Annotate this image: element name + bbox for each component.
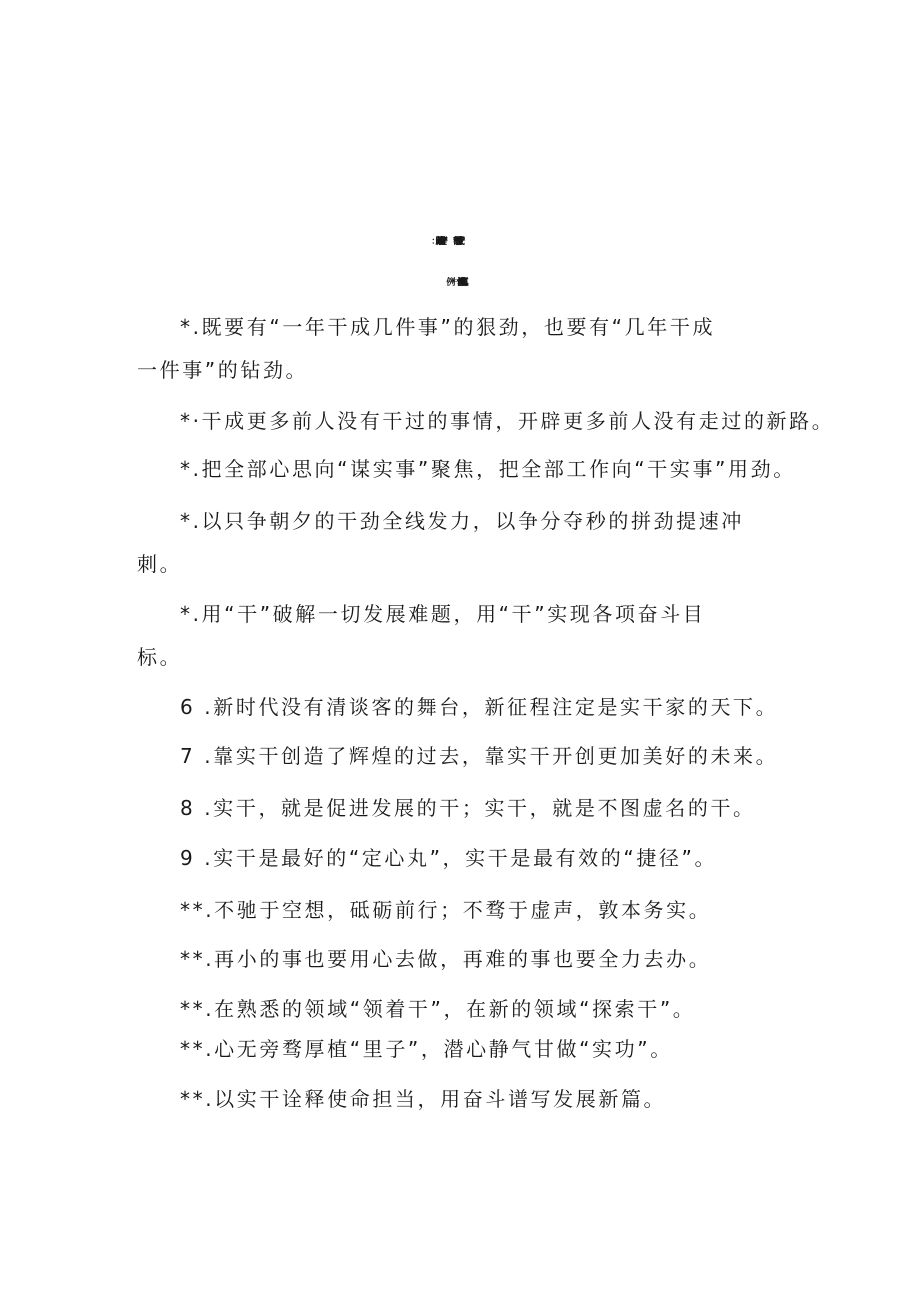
paragraph-line: *.把全部心思向“谋实事”聚焦，把全部工作向“干实事”用劲。 [180, 457, 796, 481]
document-title-line-2 [0, 263, 920, 303]
paragraph-line: 标。 [137, 645, 183, 669]
paragraph-line: **.以实干诠释使命担当，用奋斗谱写发展新篇。 [180, 1087, 667, 1111]
paragraph-line: **.再小的事也要用心去做，再难的事也要全力去办。 [180, 947, 712, 971]
paragraph-line: 9 .实干是最好的“定心丸”，实干是最有效的“捷径”。 [180, 846, 718, 870]
paragraph-line: 6 .新时代没有清谈客的舞台，新征程注定是实干家的天下。 [180, 695, 779, 719]
document-title-line-1 [0, 222, 920, 262]
paragraph-line: 7 .靠实干创造了辉煌的过去，靠实干开创更加美好的未来。 [180, 744, 779, 768]
paragraph-line: 8 .实干，就是促进发展的干；实干，就是不图虚名的干。 [180, 796, 756, 820]
paragraph-line: *.以只争朝夕的干劲全线发力，以争分夺秒的拼劲提速冲 [180, 509, 744, 533]
paragraph-line: *.既要有“一年干成几件事”的狠劲，也要有“几年干成 [180, 315, 716, 339]
paragraph-line: *.用“干”破解一切发展难题，用“干”实现各项奋斗目 [180, 602, 706, 626]
paragraph-line: **.在熟悉的领域“领着干”，在新的领域“探索干”。 [180, 997, 696, 1021]
paragraph-line: **.心无旁骛厚植“里子”，潜心静气甘做“实功”。 [180, 1037, 673, 1061]
paragraph-line: 一件事”的钻劲。 [137, 358, 309, 382]
paragraph-line: **.不驰于空想，砥砺前行；不骛于虚声，敦本务实。 [180, 898, 712, 922]
paragraph-line: *·干成更多前人没有干过的事情，开辟更多前人没有走过的新路。 [180, 409, 835, 433]
paragraph-line: 刺。 [137, 552, 183, 576]
